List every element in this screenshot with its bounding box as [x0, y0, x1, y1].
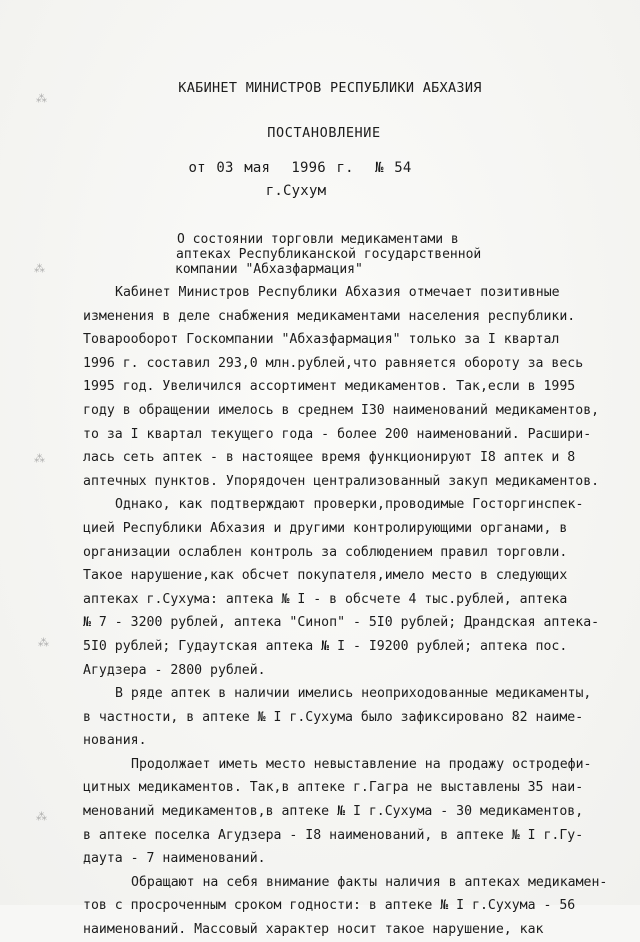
body-line: нования. [83, 733, 147, 749]
margin-mark: ⁂ [36, 810, 47, 823]
body-line: аптечных пунктов. Упорядочен централизованный закуп медикаментов. [83, 473, 600, 489]
body-line: 5I0 рублей; Гудаутская аптека № I - I9200 рублей; аптека пос. [83, 638, 568, 654]
document-title: ПОСТАНОВЛЕНИЕ [267, 125, 381, 141]
body-line: 1996 г. составил 293,0 млн.рублей,что равняется обороту за весь [83, 355, 584, 371]
body-line: году в обращении имелось в среднем I30 наименований медикаментов, [83, 402, 600, 418]
body-line: изменения в деле снабжения медикаментами населения республики. [83, 308, 576, 324]
date-line: от 03 мая 1996 г. № 54 [188, 160, 412, 176]
subject-block [177, 232, 507, 277]
body-line: аптеках г.Сухума: аптека № I - в обсчете 4 тыс.рублей, аптека [83, 591, 568, 607]
body-line: то за I квартал текущего года - более 200 наименований. Расшири- [83, 426, 592, 442]
body-line: цитных медикаментов. Так,в аптеке г.Гагра не выставлены 35 наи- [83, 780, 584, 796]
body-line: Однако, как подтверждают проверки,проводимые Госторгинспек- [115, 497, 584, 513]
margin-mark: ⁂ [34, 452, 45, 465]
subject-line: О состоянии торговли медикаментами в [177, 232, 459, 247]
body-line: в аптеке поселка Агудзера - I8 наименований, в аптеке № I г.Гу- [83, 827, 584, 843]
body-line: в частности, в аптеке № I г.Сухума было зафиксировано 82 наиме- [83, 709, 584, 725]
body-line: Кабинет Министров Республики Абхазия отмечает позитивные [115, 285, 560, 300]
body-line: Такое нарушение,как обсчет покупателя,имело место в следующих [83, 568, 568, 584]
body-text [83, 281, 615, 942]
body-line: менований медикаментов,в аптеке № I г.Сухума - 30 медикаментов, [83, 804, 584, 820]
margin-mark: ⁂ [38, 636, 49, 649]
body-line: цией Республики Абхазия и другими контролирующими органами, в [83, 520, 568, 536]
subject-line: компании "Абхазфармация" [175, 262, 363, 277]
body-line: организации ослаблен контроль за соблюдением правил торговли. [83, 544, 568, 560]
body-line: Обращают на себя внимание факты наличия в аптеках медикамен- [131, 874, 608, 890]
body-line: Продолжает иметь место невыставление на продажу остродефи- [131, 756, 592, 772]
body-line: тов с просроченным сроком годности: в аптеке № I г.Сухума - 56 [83, 898, 576, 914]
margin-mark: ⁂ [34, 262, 45, 275]
body-line: наименований. Массовый характер носит такое нарушение, как [83, 922, 544, 938]
subject-line: аптеках Республиканской государственной [176, 247, 482, 262]
margin-mark: ⁂ [36, 92, 47, 105]
body-line: № 7 - 3200 рублей, аптека "Синоп" - 5I0 рублей; Драндская аптека- [83, 615, 600, 631]
body-line: 1995 год. Увеличился ассортимент медикаментов. Так,если в 1995 [83, 379, 576, 395]
body-line: даута - 7 наименований. [83, 851, 266, 867]
body-line: Агудзера - 2800 рублей. [83, 662, 266, 678]
issuer-heading: КАБИНЕТ МИНИСТРОВ РЕСПУБЛИКИ АБХАЗИЯ [178, 80, 482, 96]
body-line: Товарооборот Госкомпании "Абхазфармация" только за I квартал [83, 332, 560, 348]
body-line: лась сеть аптек - в настоящее время функционируют I8 аптек и 8 [83, 450, 576, 466]
body-line: В ряде аптек в наличии имелись неоприходованные медикаменты, [115, 686, 592, 702]
city-line: г.Сухум [265, 183, 327, 199]
